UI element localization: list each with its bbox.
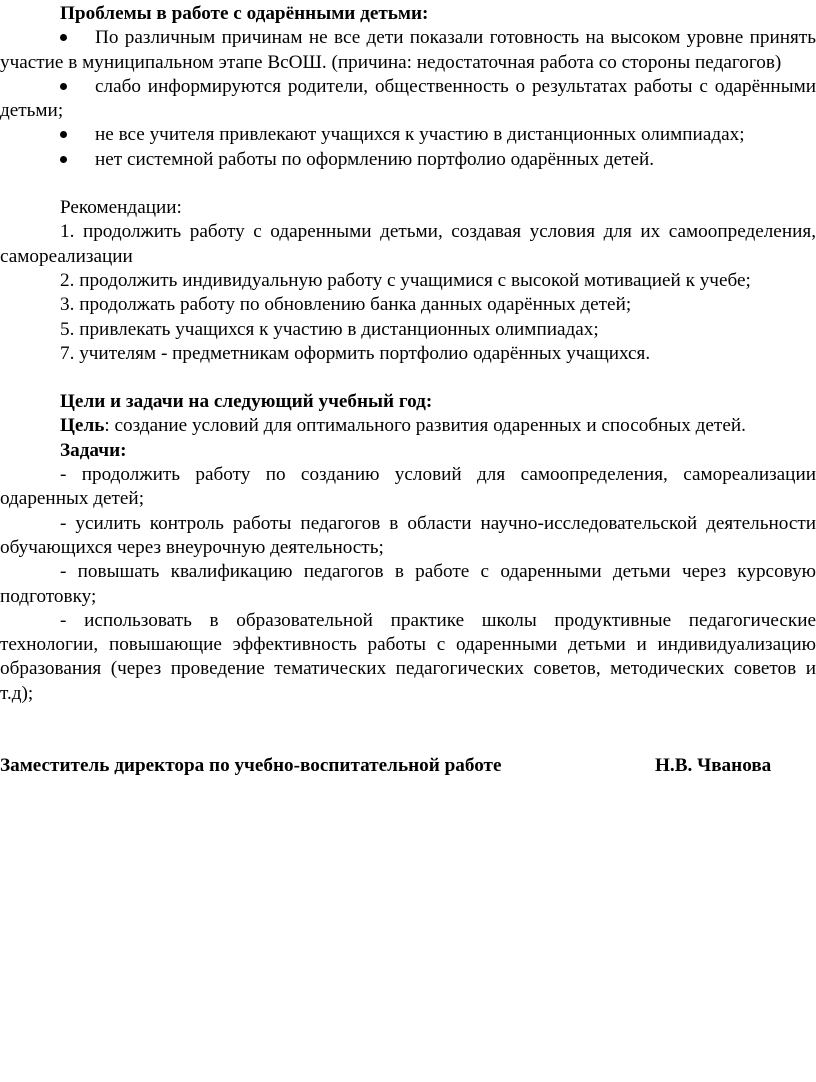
goal-paragraph <box>0 414 816 438</box>
goals-heading: Цели и задачи на следующий учебный год: <box>60 391 433 413</box>
recommendation-item: 5. привлекать учащихся к участию в дистанционных олимпиадах; <box>60 318 599 340</box>
recommendation-item: 7. учителям - предметникам оформить портфолио одарённых учащихся. <box>60 342 651 364</box>
problem-item: не все учителя привлекают учащихся к участию в дистанционных олимпиадах; <box>0 123 816 147</box>
task-item: - использовать в образовательной практике школы продуктивные педагогические технологии, повышающие эффективность работы с одаренными детьми и индивидуализацию образования (через проведение тематических педагогических советов, методических советов и т.д); <box>0 609 816 704</box>
signature-role: Заместитель директора по учебно-воспитательной работе <box>0 755 502 777</box>
bullet-icon <box>60 34 67 41</box>
goal-text: : создание условий для оптимального развития одаренных и способных детей. <box>104 415 746 437</box>
bullet-icon <box>60 83 67 90</box>
document-page <box>0 2 816 780</box>
problems-heading: Проблемы в работе с одарёнными детьми: <box>60 3 429 24</box>
tasks-heading: Задачи: <box>60 439 127 461</box>
spacer <box>0 706 816 754</box>
task-item: - продолжить работу по созданию условий для самоопределения, самореализации одаренных детей; <box>0 464 816 510</box>
goal-label: Цель <box>60 415 105 437</box>
spacer <box>0 366 816 390</box>
task-item: - усилить контроль работы педагогов в области научно-исследовательской деятельности обучающихся через внеурочную деятельность; <box>0 512 816 558</box>
problem-item: По различным причинам не все дети показали готовность на высоком уровне принять участие в муниципальном этапе ВсОШ. (причина: недостаточная работа со стороны педагогов) <box>0 27 816 73</box>
signature-name: Н.В. Чванова <box>655 755 772 777</box>
task-item: - повышать квалификацию педагогов в работе с одаренными детьми через курсовую подготовку; <box>0 561 816 607</box>
signature-line <box>0 754 816 780</box>
bullet-icon <box>60 156 67 163</box>
recommendation-item: 2. продолжить индивидуальную работу с учащимися с высокой мотивацией к учебе; <box>60 269 751 291</box>
recommendation-item: 1. продолжить работу с одаренными детьми, создавая условия для их самоопределения, самореализации <box>0 221 816 267</box>
bullet-icon <box>60 131 67 138</box>
problem-item: слабо информируются родители, общественность о результатах работы с одарёнными детьми; <box>0 75 816 122</box>
recommendations-heading: Рекомендации: <box>60 197 182 219</box>
problem-item: нет системной работы по оформлению портфолио одарённых детей. <box>0 148 816 172</box>
recommendation-item: 3. продолжать работу по обновлению банка данных одарённых детей; <box>60 294 632 316</box>
spacer <box>0 172 816 196</box>
